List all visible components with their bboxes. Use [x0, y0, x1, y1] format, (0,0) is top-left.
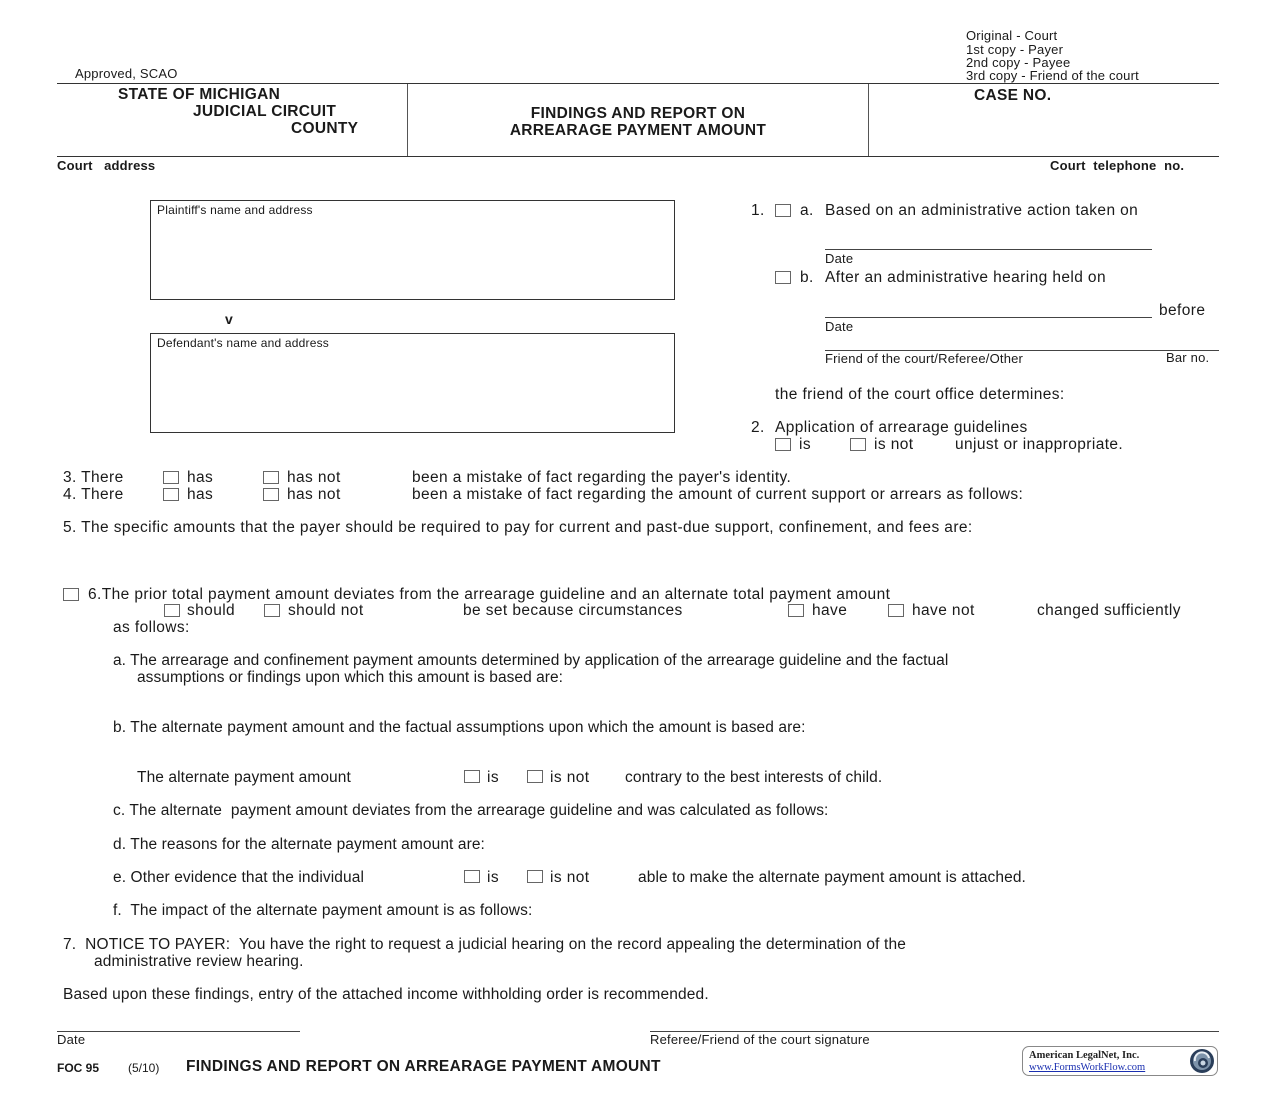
item4-has-label: has [187, 486, 214, 503]
copy-line: 3rd copy - Friend of the court [966, 68, 1139, 83]
case-no-field[interactable] [880, 108, 1210, 148]
item1a-date-line[interactable] [825, 249, 1152, 250]
court-state: STATE OF MICHIGAN [118, 86, 281, 103]
item1b-bar-label: Bar no. [1166, 350, 1210, 365]
item6e-is-checkbox[interactable] [464, 870, 480, 883]
referee-signature-label: Referee/Friend of the court signature [650, 1032, 870, 1047]
header-bottom-rule [57, 156, 1219, 157]
court-circuit: JUDICIAL CIRCUIT [193, 103, 337, 120]
item6-should-not-checkbox[interactable] [264, 604, 280, 617]
item6-should-not-label: should not [288, 602, 364, 619]
item3-tail: been a mistake of fact regarding the payer's identity. [412, 469, 792, 486]
item6e-is-not-label: is not [550, 869, 590, 886]
item1a-date-label: Date [825, 251, 854, 266]
court-address-label: Court address [57, 158, 156, 173]
item6c-text: c. The alternate payment amount deviates from the arrearage guideline and was calculated as follows: [113, 802, 829, 819]
item1a-checkbox[interactable] [775, 204, 791, 217]
item4-has-not-label: has not [287, 486, 341, 503]
item4-has-not-checkbox[interactable] [263, 488, 279, 501]
item1b-before: before [1159, 302, 1206, 319]
item7-notice-line2: administrative review hearing. [94, 953, 304, 970]
item2-number: 2. [751, 419, 765, 436]
date-signature-label: Date [57, 1032, 86, 1047]
item3-has-not-checkbox[interactable] [263, 471, 279, 484]
logo-url[interactable]: www.FormsWorkFlow.com [1029, 1062, 1146, 1073]
item1b-date-label: Date [825, 319, 854, 334]
copy-line: Original - Court [966, 28, 1058, 43]
item6-as-follows: as follows: [113, 619, 190, 636]
item6b-is-label: is [487, 769, 499, 786]
item1b-text: After an administrative hearing held on [825, 269, 1106, 286]
item6e-is-label: is [487, 869, 499, 886]
item6b-sub-lead: The alternate payment amount [137, 769, 351, 786]
item1b-officer-label: Friend of the court/Referee/Other [825, 351, 1024, 366]
item2-text: Application of arrearage guidelines [775, 419, 1028, 436]
item6a-line2: assumptions or findings upon which this amount is based are: [137, 669, 564, 686]
item6-should-label: should [187, 602, 236, 619]
item1b-date-line[interactable] [825, 317, 1152, 318]
header-top-rule [57, 83, 1219, 84]
defendant-box[interactable] [150, 333, 675, 433]
item6b-is-not-label: is not [550, 769, 590, 786]
item6b-text: b. The alternate payment amount and the factual assumptions upon which the amount is based are: [113, 719, 806, 736]
item2-is-not-label: is not [874, 436, 914, 453]
item6b-sub-tail: contrary to the best interests of child. [625, 769, 883, 786]
item6-have-checkbox[interactable] [788, 604, 804, 617]
item1b-checkbox[interactable] [775, 271, 791, 284]
item6-have-label: have [812, 602, 848, 619]
item1-determines: the friend of the court office determines: [775, 386, 1065, 403]
item2-is-not-checkbox[interactable] [850, 438, 866, 451]
case-no-label: CASE NO. [974, 87, 1052, 104]
versus-label: v [225, 311, 233, 327]
item3-has-not-label: has not [287, 469, 341, 486]
recommendation-text: Based upon these findings, entry of the attached income withholding order is recommended. [63, 986, 709, 1003]
item5-text: 5. The specific amounts that the payer should be required to pay for current and past-due support, confinement, and fees are: [63, 519, 973, 536]
item6d-text: d. The reasons for the alternate payment amount are: [113, 836, 485, 853]
form-title-line2: ARREARAGE PAYMENT AMOUNT [509, 122, 767, 139]
form-revision: (5/10) [128, 1061, 160, 1075]
item1b-letter: b. [800, 269, 814, 286]
date-signature-line[interactable] [57, 1031, 300, 1032]
copy-line: 2nd copy - Payee [966, 55, 1071, 70]
item6e-tail: able to make the alternate payment amount is attached. [638, 869, 1026, 886]
approved-scao: Approved, SCAO [75, 66, 178, 81]
item1a-letter: a. [800, 202, 814, 219]
item6-tail: changed sufficiently [1037, 602, 1181, 619]
item3-has-label: has [187, 469, 214, 486]
item2-tail: unjust or inappropriate. [955, 436, 1124, 453]
item3-has-checkbox[interactable] [163, 471, 179, 484]
item6a-line1: a. The arrearage and confinement payment amounts determined by application of the arrearage guideline and the factual [113, 652, 949, 669]
copy-line: 1st copy - Payer [966, 42, 1064, 57]
item1-number: 1. [751, 202, 765, 219]
plaintiff-box[interactable] [150, 200, 675, 300]
american-legalnet-logo[interactable] [1022, 1046, 1218, 1076]
item2-is-label: is [799, 436, 811, 453]
item3-lead: 3. There [63, 469, 124, 486]
item6-mid: be set because circumstances [463, 602, 683, 619]
item6-line1: 6.The prior total payment amount deviates from the arrearage guideline and an alternate total payment amount [88, 586, 891, 603]
item2-is-checkbox[interactable] [775, 438, 791, 451]
item4-lead: 4. There [63, 486, 124, 503]
header-divider [868, 84, 869, 156]
item4-tail: been a mistake of fact regarding the amount of current support or arrears as follows: [412, 486, 1024, 503]
item6-have-not-label: have not [912, 602, 975, 619]
item4-has-checkbox[interactable] [163, 488, 179, 501]
logo-company: American LegalNet, Inc. [1029, 1050, 1140, 1061]
item6e-lead: e. Other evidence that the individual [113, 869, 364, 886]
item6-have-not-checkbox[interactable] [888, 604, 904, 617]
defendant-label: Defendant's name and address [157, 336, 330, 350]
plaintiff-label: Plaintiff's name and address [157, 203, 313, 217]
item6e-is-not-checkbox[interactable] [527, 870, 543, 883]
item6b-is-not-checkbox[interactable] [527, 770, 543, 783]
item6-should-checkbox[interactable] [164, 604, 180, 617]
court-telephone-label: Court telephone no. [1050, 158, 1185, 173]
item6f-text: f. The impact of the alternate payment amount is as follows: [113, 902, 533, 919]
court-county: COUNTY [291, 120, 359, 137]
globe-icon [1189, 1048, 1215, 1074]
form-title-line1: FINDINGS AND REPORT ON [530, 105, 746, 122]
form-number: FOC 95 [57, 1061, 100, 1075]
item7-notice-line1: 7. NOTICE TO PAYER: You have the right to request a judicial hearing on the record appealing the determination of the [63, 936, 907, 953]
item1a-text: Based on an administrative action taken on [825, 202, 1139, 219]
item6-checkbox[interactable] [63, 588, 79, 601]
item6b-is-checkbox[interactable] [464, 770, 480, 783]
footer-title: FINDINGS AND REPORT ON ARREARAGE PAYMENT AMOUNT [186, 1058, 661, 1075]
